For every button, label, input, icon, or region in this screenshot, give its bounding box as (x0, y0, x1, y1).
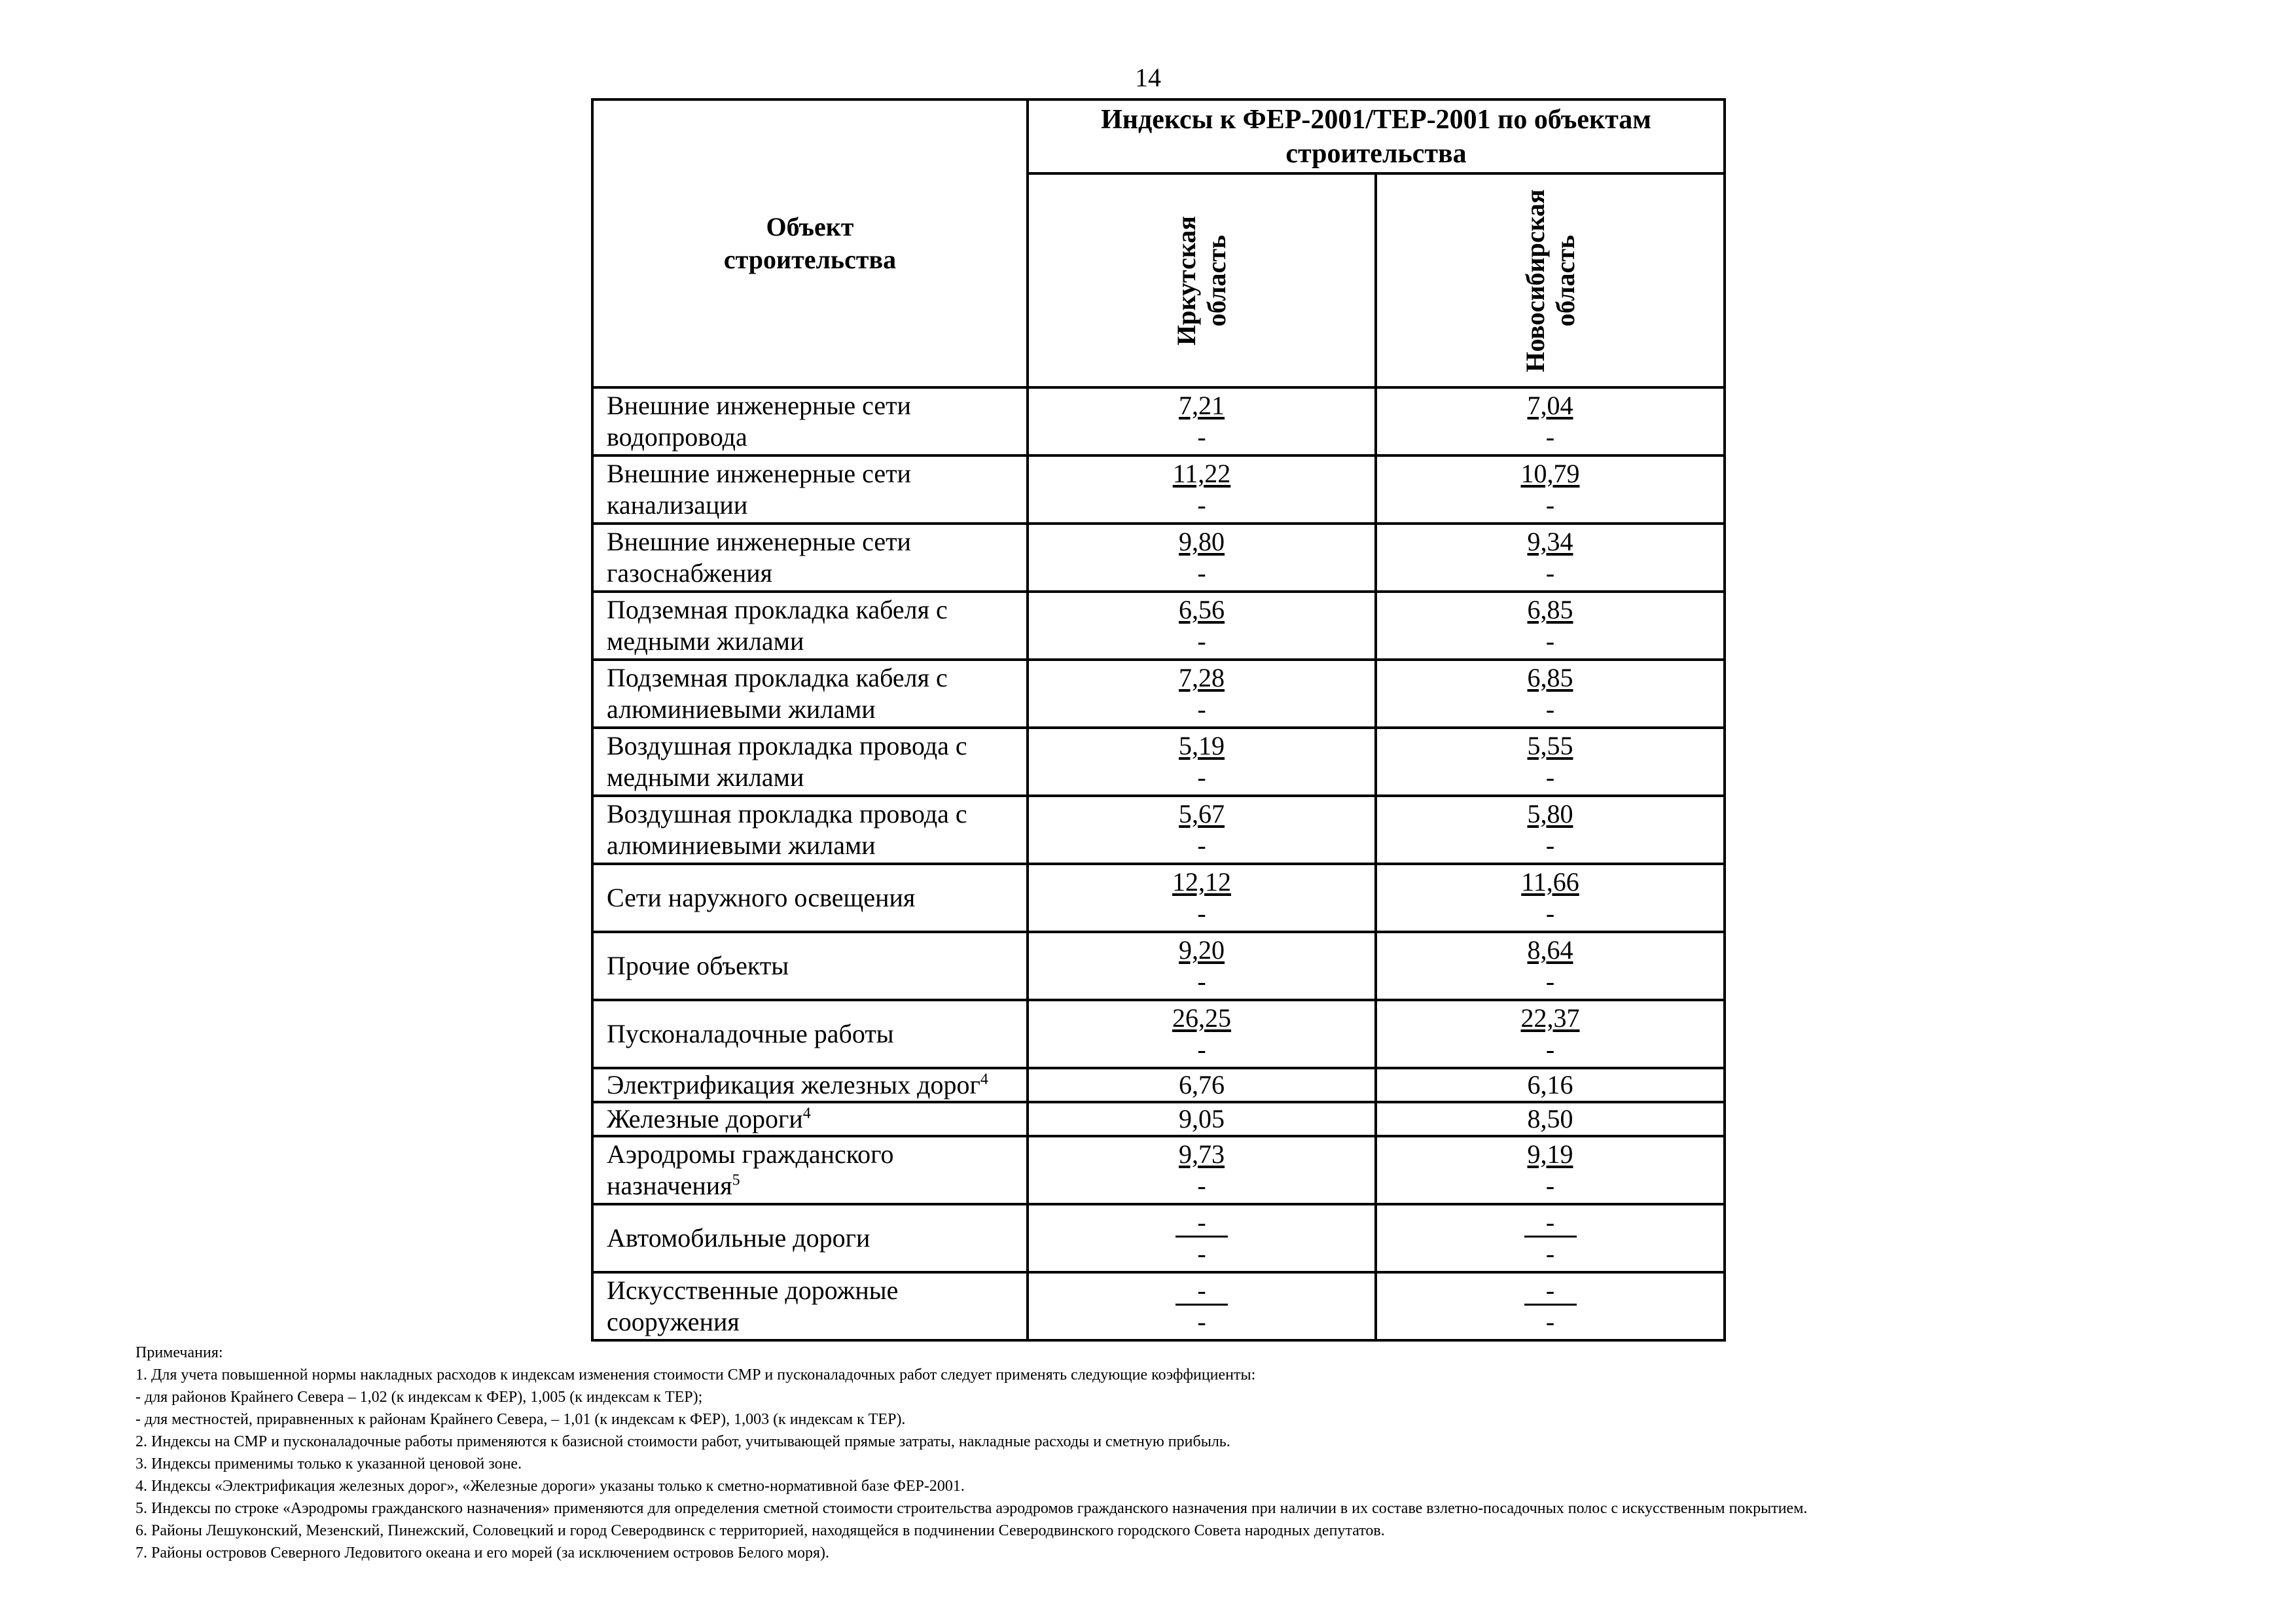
row-object-name (592, 1068, 1028, 1102)
row-object-name-line: Внешние инженерные сети (607, 391, 911, 420)
header-region-novosibirsk (1376, 173, 1725, 387)
index-value-top: 7,28 (1179, 663, 1225, 692)
row-object-name (592, 1136, 1028, 1204)
index-value-bottom: - (1545, 558, 1555, 588)
value-irkutsk (1028, 660, 1376, 728)
notes-title: Примечания: (135, 1344, 223, 1361)
footnote-marker: 4 (980, 1071, 988, 1088)
header-object-line2: строительства (723, 245, 897, 274)
index-value-bottom: - (1545, 830, 1555, 860)
row-object-name-line: Воздушная прокладка провода с (607, 799, 967, 829)
index-value-bottom: - (1545, 899, 1555, 928)
value-novosibirsk (1376, 592, 1725, 660)
table-row (592, 1000, 1725, 1068)
row-object-name-line (607, 1170, 1026, 1202)
note-line: 3. Индексы применимы только к указанной ценовой зоне. (135, 1455, 522, 1472)
index-value-bottom: - (1197, 899, 1206, 928)
index-value-bottom: - (1545, 422, 1555, 452)
index-value-top: 5,67 (1179, 799, 1225, 829)
row-object-name-line: Внешние инженерные сети (607, 527, 911, 556)
index-value-top: - (1524, 1277, 1577, 1306)
value-irkutsk (1028, 1204, 1376, 1272)
row-object-name-line: сооружения (607, 1307, 740, 1336)
row-object-name-line (607, 1103, 1026, 1135)
index-value-top: 7,21 (1179, 391, 1225, 420)
row-object-name-line (607, 1069, 1026, 1101)
row-object-name (592, 864, 1028, 932)
index-value-top: 8,64 (1527, 935, 1573, 965)
table-row (592, 1272, 1725, 1340)
index-value-top: - (1175, 1277, 1228, 1306)
index-value-top: 9,34 (1527, 527, 1573, 556)
value-novosibirsk (1376, 796, 1725, 864)
index-value-bottom: - (1197, 490, 1206, 520)
note-line: 5. Индексы по строке «Аэродромы гражданского назначения» применяются для определения сметной стоимости строительства аэродромов гражданского назначения при наличии в их составе взлетно-посадочных полос с искусственным покрытием. (135, 1500, 1808, 1517)
header-object-line1: Объект (766, 212, 854, 241)
index-value-bottom: - (1545, 967, 1555, 996)
index-value-bottom: - (1197, 1035, 1206, 1064)
value-irkutsk (1028, 796, 1376, 864)
row-object-name (592, 592, 1028, 660)
index-value-bottom: - (1545, 490, 1555, 520)
index-value-top: 6,85 (1527, 595, 1573, 624)
value-novosibirsk (1376, 1000, 1725, 1068)
note-line: 1. Для учета повышенной нормы накладных расходов к индексам изменения стоимости СМР и пусконаладочных работ следует применять следующие коэффициенты: (135, 1366, 1256, 1383)
header-group-line1: Индексы к ФЕР-2001/ТЕР-2001 по объектам (1101, 104, 1651, 135)
index-value-bottom: - (1545, 1307, 1555, 1336)
value-irkutsk (1028, 864, 1376, 932)
index-value-bottom: - (1545, 762, 1555, 792)
table-row (592, 524, 1725, 592)
value-novosibirsk (1376, 864, 1725, 932)
row-object-name (592, 387, 1028, 455)
index-value-top: 12,12 (1172, 867, 1231, 897)
row-object-name-line: Аэродромы гражданского (607, 1139, 894, 1169)
value-novosibirsk (1376, 1204, 1725, 1272)
notes-block (135, 1342, 2230, 1564)
row-object-name-line: Сети наружного освещения (607, 883, 916, 912)
index-value-bottom: - (1545, 1171, 1555, 1200)
row-object-name-line: канализации (607, 490, 748, 520)
value-irkutsk (1028, 932, 1376, 1000)
row-object-name-line: Подземная прокладка кабеля с (607, 663, 948, 692)
value-irkutsk (1028, 1000, 1376, 1068)
value-novosibirsk (1376, 728, 1725, 796)
index-value-bottom: - (1197, 1239, 1206, 1268)
index-value-top: 10,79 (1520, 459, 1580, 488)
header-index-group (1028, 99, 1725, 173)
value-novosibirsk (1376, 1102, 1725, 1136)
row-object-name (592, 455, 1028, 524)
row-object-name-line: Прочие объекты (607, 951, 789, 980)
index-value-top: 7,04 (1527, 391, 1573, 420)
index-value-top: 22,37 (1520, 1003, 1580, 1033)
row-object-name (592, 1000, 1028, 1068)
index-value-top: 9,80 (1179, 527, 1225, 556)
table-row (592, 1204, 1725, 1272)
index-value-top: 11,22 (1172, 459, 1231, 488)
value-irkutsk (1028, 1136, 1376, 1204)
index-value: 6,16 (1527, 1070, 1573, 1099)
value-irkutsk (1028, 1102, 1376, 1136)
index-value: 9,05 (1179, 1104, 1225, 1133)
region-irkutsk-line1: Иркутская (1172, 215, 1201, 346)
index-value-bottom: - (1545, 1035, 1555, 1064)
row-object-name-line: алюминиевыми жилами (607, 694, 876, 724)
table-row (592, 1136, 1725, 1204)
row-object-name-line: медными жилами (607, 626, 804, 656)
note-line: 2. Индексы на СМР и пусконаладочные работы применяются к базисной стоимости работ, учитывающей прямые затраты, накладные расходы и сметную прибыль. (135, 1433, 1230, 1450)
value-novosibirsk (1376, 455, 1725, 524)
note-line: 6. Районы Лешуконский, Мезенский, Пинежский, Соловецкий и город Северодвинск с территорией, находящейся в подчинении Северодвинского городского Совета народных депутатов. (135, 1522, 1385, 1539)
row-object-name (592, 1272, 1028, 1340)
table-row (592, 864, 1725, 932)
table-row (592, 932, 1725, 1000)
row-object-name-line: водопровода (607, 422, 747, 452)
index-value-bottom: - (1545, 626, 1555, 656)
index-value-bottom: - (1197, 762, 1206, 792)
index-value-top: 5,80 (1527, 799, 1573, 829)
index-value-bottom: - (1197, 422, 1206, 452)
index-value-bottom: - (1197, 1171, 1206, 1200)
row-object-name-line: алюминиевыми жилами (607, 830, 876, 860)
index-value-bottom: - (1197, 626, 1206, 656)
row-object-name (592, 660, 1028, 728)
value-novosibirsk (1376, 1068, 1725, 1102)
index-value-bottom: - (1545, 1239, 1555, 1268)
row-object-name-line: Воздушная прокладка провода с (607, 731, 967, 760)
value-novosibirsk (1376, 1136, 1725, 1204)
index-value-top: - (1175, 1209, 1228, 1238)
region-irkutsk-line2: область (1202, 234, 1231, 327)
value-novosibirsk (1376, 387, 1725, 455)
value-irkutsk (1028, 592, 1376, 660)
index-value-bottom: - (1197, 967, 1206, 996)
region-novosibirsk-line2: область (1550, 234, 1580, 327)
note-line: 7. Районы островов Северного Ледовитого океана и его морей (за исключением островов Белого моря). (135, 1544, 829, 1561)
row-object-name-line: Пусконаладочные работы (607, 1019, 894, 1048)
table-row (592, 592, 1725, 660)
note-line: - для районов Крайнего Севера – 1,02 (к индексам к ФЕР), 1,005 (к индексам к ТЕР); (135, 1389, 703, 1406)
table-row (592, 728, 1725, 796)
index-value-top: 6,85 (1527, 663, 1573, 692)
value-novosibirsk (1376, 1272, 1725, 1340)
row-object-name-line: газоснабжения (607, 558, 773, 588)
page-number: 14 (1135, 63, 1161, 92)
index-value-top: 26,25 (1172, 1003, 1231, 1033)
value-novosibirsk (1376, 932, 1725, 1000)
index-value-top: 11,66 (1521, 867, 1579, 897)
value-novosibirsk (1376, 524, 1725, 592)
table-row (592, 1068, 1725, 1102)
table-row (592, 1102, 1725, 1136)
value-novosibirsk (1376, 660, 1725, 728)
table-row (592, 796, 1725, 864)
value-irkutsk (1028, 1068, 1376, 1102)
row-name-text: Железные дороги (607, 1104, 803, 1133)
row-object-name-line: Автомобильные дороги (607, 1223, 870, 1253)
row-object-name (592, 524, 1028, 592)
index-value-top: 9,73 (1179, 1139, 1225, 1169)
footnote-marker: 4 (802, 1105, 811, 1122)
value-irkutsk (1028, 1272, 1376, 1340)
row-object-name (592, 796, 1028, 864)
index-value-top: - (1524, 1209, 1577, 1238)
table-body (592, 387, 1725, 1340)
row-object-name-line: Искусственные дорожные (607, 1275, 899, 1305)
index-value-bottom: - (1197, 830, 1206, 860)
region-novosibirsk-line1: Новосибирская (1520, 188, 1550, 372)
footnote-marker: 5 (732, 1171, 740, 1189)
note-line: 4. Индексы «Электрификация железных дорог», «Железные дороги» указаны только к сметно-нормативной базе ФЕР-2001. (135, 1478, 965, 1495)
index-value-top: 5,19 (1179, 731, 1225, 760)
row-object-name-line: медными жилами (607, 762, 804, 792)
index-value-top: 6,56 (1179, 595, 1225, 624)
index-value-bottom: - (1545, 694, 1555, 724)
table-row (592, 455, 1725, 524)
index-value-top: 9,20 (1179, 935, 1225, 965)
header-region-irkutsk (1028, 173, 1376, 387)
index-value-bottom: - (1197, 1307, 1206, 1336)
row-name-text: Электрификация железных дорог (607, 1070, 980, 1099)
value-irkutsk (1028, 455, 1376, 524)
row-object-name-line: Внешние инженерные сети (607, 459, 911, 488)
row-object-name (592, 1102, 1028, 1136)
value-irkutsk (1028, 728, 1376, 796)
row-object-name (592, 932, 1028, 1000)
header-object (592, 99, 1028, 387)
index-table (591, 98, 1726, 1342)
row-object-name-line: Подземная прокладка кабеля с (607, 595, 948, 624)
value-irkutsk (1028, 524, 1376, 592)
row-object-name (592, 728, 1028, 796)
row-name-text: назначения (607, 1171, 732, 1200)
row-object-name (592, 1204, 1028, 1272)
index-value: 8,50 (1527, 1104, 1573, 1133)
index-value-bottom: - (1197, 694, 1206, 724)
index-value-top: 5,55 (1527, 731, 1573, 760)
table-row (592, 660, 1725, 728)
index-value: 6,76 (1179, 1070, 1225, 1099)
index-value-bottom: - (1197, 558, 1206, 588)
header-group-line2: строительства (1285, 138, 1467, 169)
note-line: - для местностей, приравненных к районам Крайнего Севера, – 1,01 (к индексам к ФЕР), 1,003 (к индексам к ТЕР). (135, 1411, 906, 1428)
value-irkutsk (1028, 387, 1376, 455)
table-row (592, 387, 1725, 455)
index-value-top: 9,19 (1527, 1139, 1573, 1169)
